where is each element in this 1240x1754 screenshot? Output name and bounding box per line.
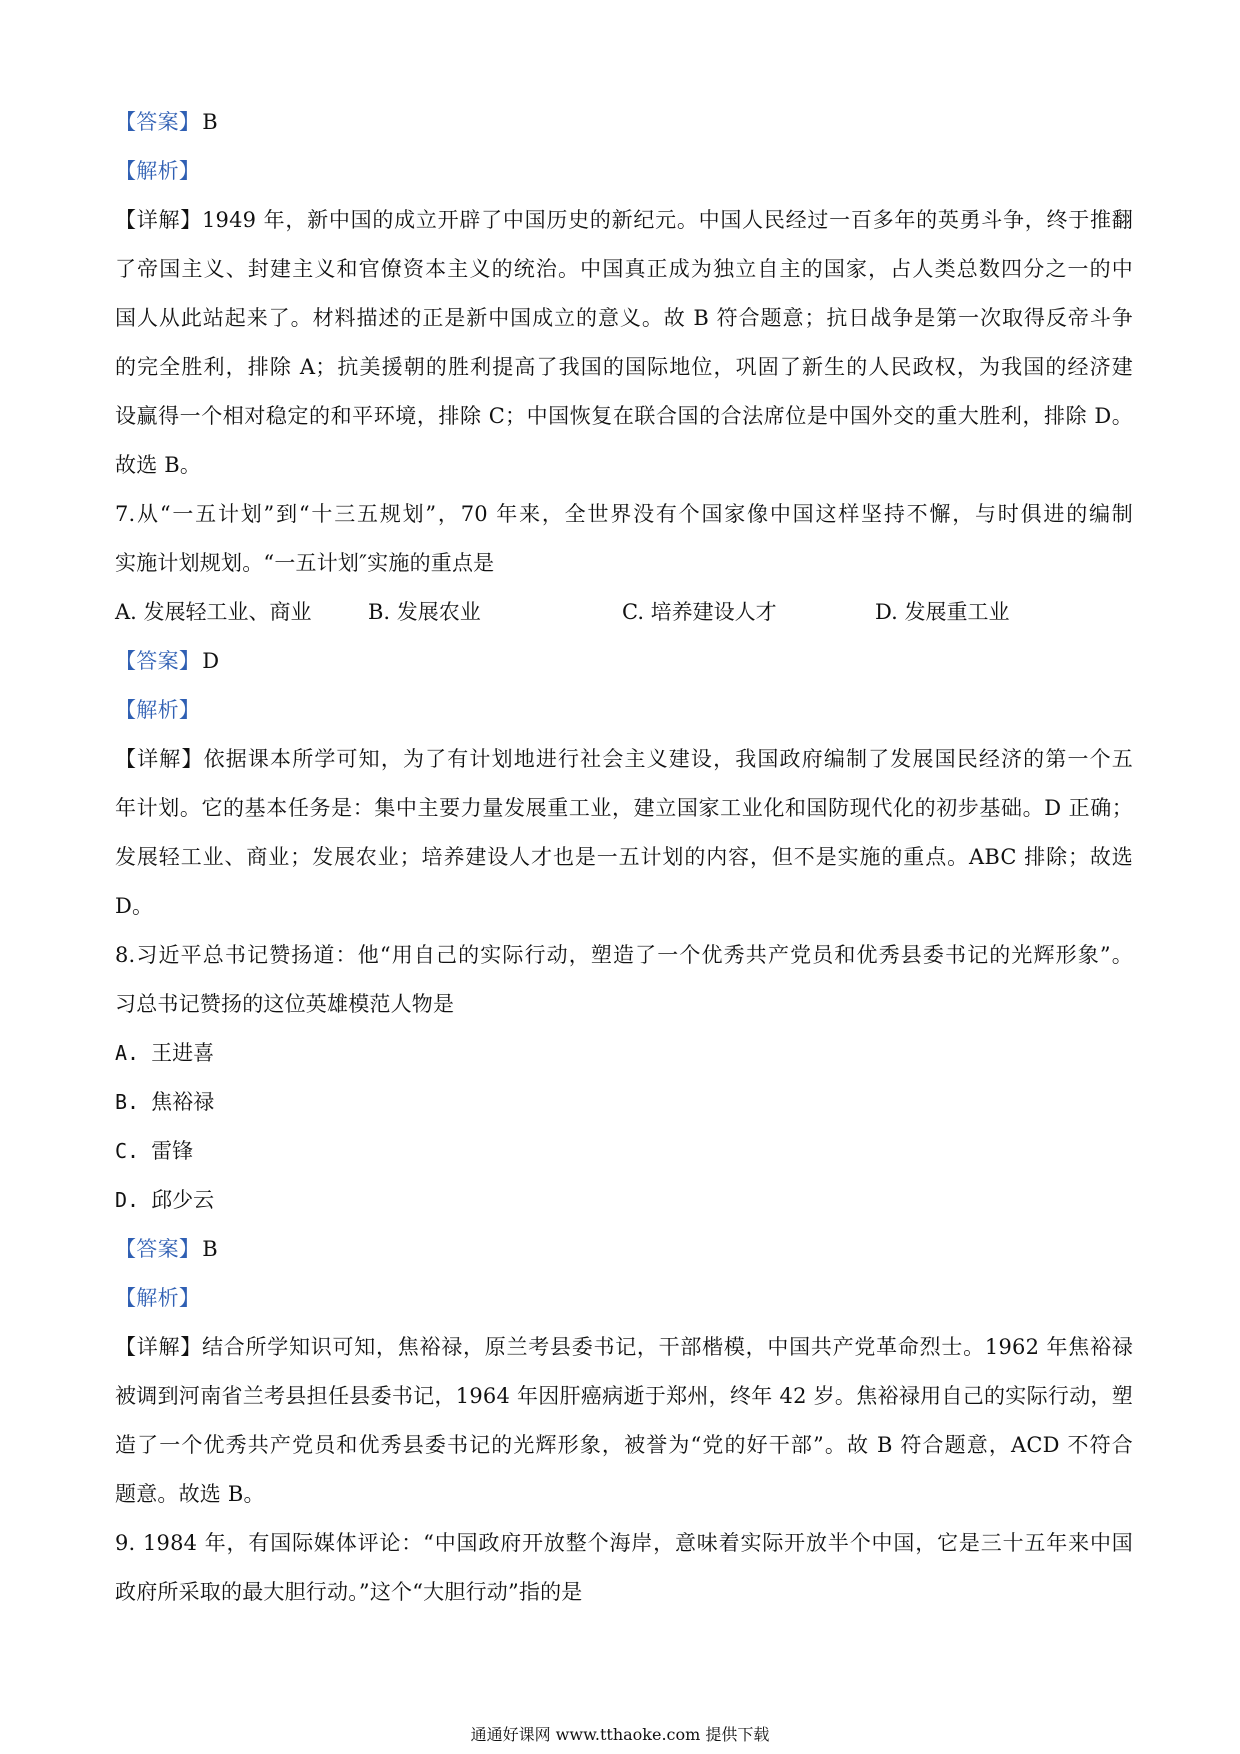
detail-line: 年计划。它的基本任务是：集中主要力量发展重工业，建立国家工业化和国防现代化的初步基础。D 正确； xyxy=(115,796,1133,820)
detail-line: 被调到河南省兰考县担任县委书记，1964 年因肝癌病逝于郑州，终年 42 岁。焦裕禄用自己的实际行动，塑 xyxy=(115,1384,1133,1408)
q7-answer-line xyxy=(115,637,1133,686)
q9-stem xyxy=(115,1519,1133,1617)
stem-line: 实施计划规划。“一五计划″实施的重点是 xyxy=(115,551,495,575)
detail-line: 的完全胜利，排除 A；抗美援朝的胜利提高了我国的国际地位，巩固了新生的人民政权，为我国的经济建 xyxy=(115,355,1133,379)
detail-line: 【详解】依据课本所学可知，为了有计划地进行社会主义建设，我国政府编制了发展国民经济的第一个五 xyxy=(115,747,1133,771)
stem-line: 习总书记赞扬的这位英雄模范人物是 xyxy=(115,992,455,1016)
q8-detail xyxy=(115,1323,1133,1519)
answer-value: B xyxy=(202,110,218,134)
page-footer: 通通好课网 www.tthaoke.com 提供下载 xyxy=(470,1725,770,1744)
detail-line: D。 xyxy=(115,894,154,918)
q6-analysis-line xyxy=(115,147,1133,196)
detail-line: 了帝国主义、封建主义和官僚资本主义的统治。中国真正成为独立自主的国家，占人类总数四分之一的中 xyxy=(115,257,1133,281)
detail-line: 发展轻工业、商业；发展农业；培养建设人才也是一五计划的内容，但不是实施的重点。ABC 排除；故选 xyxy=(115,845,1133,869)
q7-analysis-line xyxy=(115,686,1133,735)
q8-answer-line xyxy=(115,1225,1133,1274)
answer-tag: 【答案】 xyxy=(115,110,201,134)
detail-line: 国人从此站起来了。材料描述的正是新中国成立的意义。故 B 符合题意；抗日战争是第一次取得反帝斗争 xyxy=(115,306,1133,330)
stem-line: 7.从“一五计划”到“十三五规划”，70 年来，全世界没有个国家像中国这样坚持不懈，与时俱进的编制 xyxy=(115,502,1133,526)
option-a: A. 发展轻工业、商业 xyxy=(115,600,312,624)
answer-tag: 【答案】 xyxy=(115,1237,201,1261)
answer-value: D xyxy=(202,649,220,673)
analysis-tag: 【解析】 xyxy=(115,698,201,722)
detail-line: 【详解】结合所学知识可知，焦裕禄，原兰考县委书记，干部楷模，中国共产党革命烈士。1962 年焦裕禄 xyxy=(115,1335,1133,1359)
stem-line: 9. 1984 年，有国际媒体评论：“中国政府开放整个海岸，意味着实际开放半个中国，它是三十五年来中国 xyxy=(115,1531,1133,1555)
answer-value: B xyxy=(202,1237,218,1261)
stem-line: 政府所采取的最大胆行动。”这个“大胆行动”指的是 xyxy=(115,1580,583,1604)
detail-tag: 【详解】 xyxy=(115,208,202,232)
document-page xyxy=(115,98,1133,1617)
q8-analysis-line xyxy=(115,1274,1133,1323)
analysis-tag: 【解析】 xyxy=(115,159,201,183)
stem-line: 8.习近平总书记赞扬道：他“用自己的实际行动，塑造了一个优秀共产党员和优秀县委书记的光辉形象”。 xyxy=(115,943,1133,967)
q7-detail xyxy=(115,735,1133,931)
option-b: B. 焦裕禄 xyxy=(115,1090,215,1114)
detail-line: 【详解】1949 年，新中国的成立开辟了中国历史的新纪元。中国人民经过一百多年的英勇斗争，终于推翻 xyxy=(115,208,1133,232)
analysis-tag: 【解析】 xyxy=(115,1286,201,1310)
detail-tag: 【详解】 xyxy=(115,1335,202,1359)
option-a: A. 王进喜 xyxy=(115,1041,215,1065)
option-d: D. 邱少云 xyxy=(115,1188,215,1212)
option-d: D. 发展重工业 xyxy=(875,600,1010,624)
option-b: B. 发展农业 xyxy=(368,600,481,624)
detail-line: 题意。故选 B。 xyxy=(115,1482,265,1506)
option-c: C. 培养建设人才 xyxy=(622,600,777,624)
detail-tag: 【详解】 xyxy=(115,747,204,771)
detail-line: 设赢得一个相对稳定的和平环境，排除 C；中国恢复在联合国的合法席位是中国外交的重大胜利，排除 D。 xyxy=(115,404,1133,428)
answer-tag: 【答案】 xyxy=(115,649,201,673)
q7-options xyxy=(115,588,1133,637)
q6-answer-line xyxy=(115,98,1133,147)
option-c: C. 雷锋 xyxy=(115,1139,194,1163)
q7-stem xyxy=(115,490,1133,588)
detail-line: 造了一个优秀共产党员和优秀县委书记的光辉形象，被誉为“党的好干部”。故 B 符合题意，ACD 不符合 xyxy=(115,1433,1133,1457)
q8-stem xyxy=(115,931,1133,1029)
q6-detail xyxy=(115,196,1133,490)
detail-line: 故选 B。 xyxy=(115,453,202,477)
